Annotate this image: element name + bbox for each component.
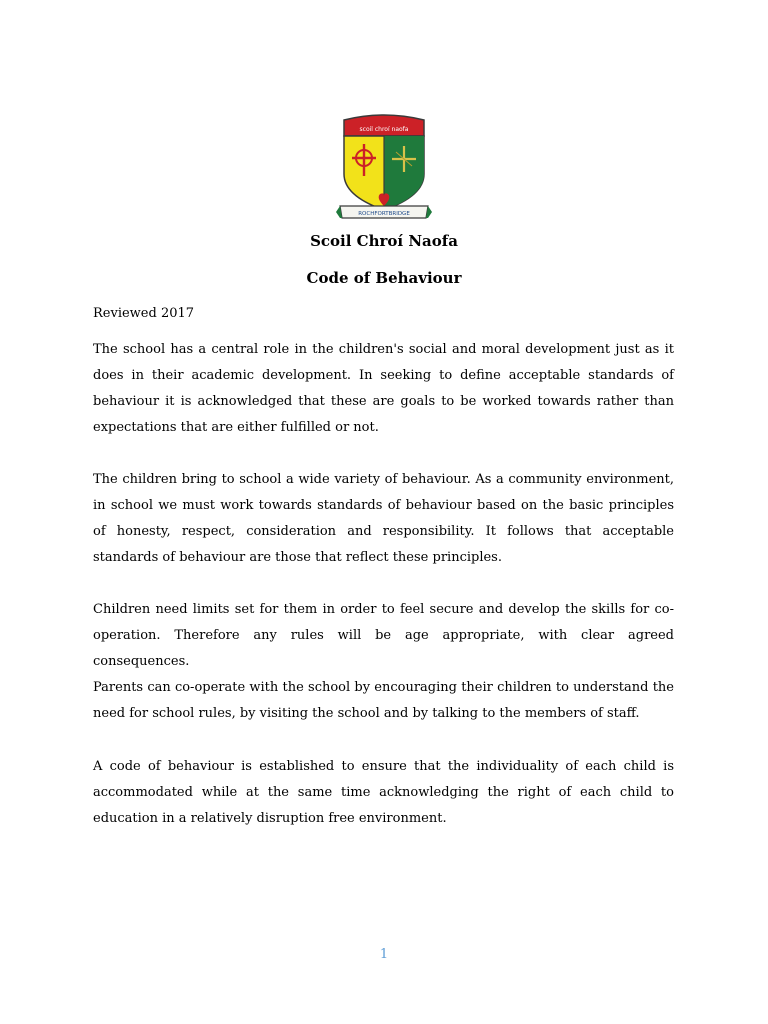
paragraph-4: Parents can co-operate with the school by encouraging their children to understand the need for school rules, by visiting the school and by talking to the members of staff. xyxy=(93,680,674,721)
school-name-title: Scoil Chroí Naofa xyxy=(310,232,458,250)
paragraph-5: A code of behaviour is established to ensure that the individuality of each child is accommodated while at the same time acknowledging the right of each child to education in a relatively disruption free environment. xyxy=(93,759,674,826)
paragraph-1: The school has a central role in the children's social and moral development just as it does in their academic development. In seeking to define acceptable standards of behaviour it is acknowledged that these are goals to be worked towards rather than expectations that are either fulfilled or not. xyxy=(93,342,674,435)
svg-text:ROCHFORTBRIDGE: ROCHFORTBRIDGE xyxy=(358,211,410,217)
school-crest-logo xyxy=(336,110,432,222)
svg-text:scoil chroí naofa: scoil chroí naofa xyxy=(359,126,409,133)
paragraph-3: Children need limits set for them in order to feel secure and develop the skills for co-operation. Therefore any rules will be age appropriate, with clear agreed consequences. xyxy=(93,602,674,669)
page-number: 1 xyxy=(379,947,389,962)
document-subtitle: Code of Behaviour xyxy=(306,269,462,287)
reviewed-date: Reviewed 2017 xyxy=(93,306,195,321)
paragraph-2: The children bring to school a wide variety of behaviour. As a community environment, in school we must work towards standards of behaviour based on the basic principles of honesty, respect, consideration and responsibility. It follows that acceptable standards of behaviour are those that reflect these principles. xyxy=(93,472,674,565)
